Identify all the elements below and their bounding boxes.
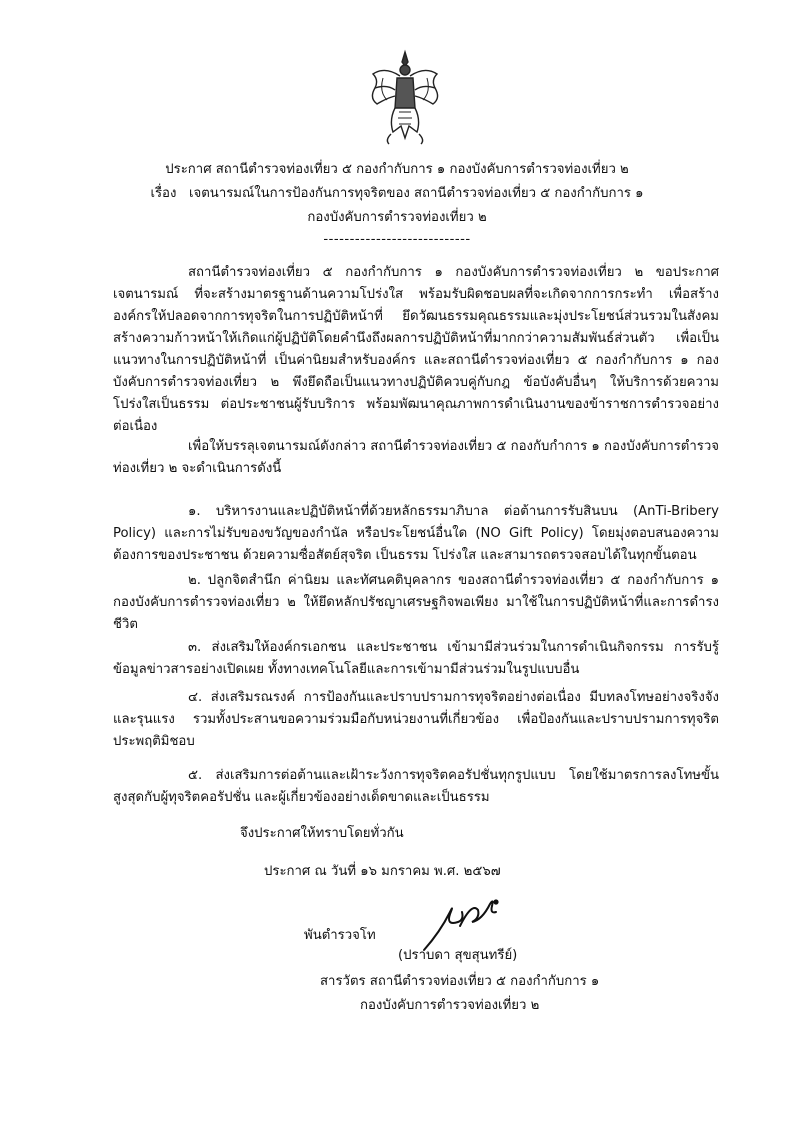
subject-text: เจตนารมณ์ในการป้องกันการทุจริตของ สถานีตำรวจท่องเที่ยว ๕ กองกำกับการ ๑ [189, 186, 644, 201]
announcement-date: ประกาศ ณ วันที่ ๑๖ มกราคม พ.ศ. ๒๕๖๗ [264, 864, 501, 879]
policy-item-3: ๓. ส่งเสริมให้องค์กรเอกชน และประชาชน เข้ามามีส่วนร่วมในการดำเนินกิจกรรม การรับรู้ข้อมูลข่าวสารอย่างเปิดเผย ทั้งทางเทคโนโลยีและการเข้ามามีส่วนร่วมในรูปแบบอื่น [113, 640, 719, 677]
handwritten-signature-icon [420, 892, 500, 954]
subject-continuation: กองบังคับการตำรวจท่องเที่ยว ๒ [307, 210, 487, 225]
signer-name: (ปราบดา สุขสุนทรีย์) [398, 948, 518, 963]
header-divider: ---------------------------- [323, 232, 471, 247]
policy-item-1: ๑. บริหารงานและปฏิบัติหน้าที่ด้วยหลักธรรมาภิบาล ต่อต้านการรับสินบน (AnTi-Bribery Policy) และการไม่รับของขวัญของกำนัล หรือประโยชน์อื่นใด (NO Gift Policy) โดยมุ่งตอบสนองความต้องการของประชาชน ด้วยความซื่อสัตย์สุจริต เป็นธรรม โปร่งใส และสามารถตรวจสอบได้ในทุกขั้นตอน [113, 504, 719, 563]
subject-label: เรื่อง [150, 186, 177, 201]
policy-item-2: ๒. ปลูกจิตสำนึก ค่านิยม และทัศนคติบุคลากร ของสถานีตำรวจท่องเที่ยว ๕ กองกำกับการ ๑ กองบังคับการตำรวจท่องเที่ยว ๒ ให้ยึดหลักปรัชญาเศรษฐกิจพอเพียง มาใช้ในการปฏิบัติหน้าที่และการดำรงชีวิต [113, 573, 719, 632]
intro-paragraph: สถานีตำรวจท่องเที่ยว ๕ กองกำกับการ ๑ กองบังคับการตำรวจท่องเที่ยว ๒ ขอประกาศเจตนารมณ์ ที่จะสร้างมาตรฐานด้านความโปร่งใส พร้อมรับผิดชอบผลที่จะเกิดจากการกระทำ เพื่อสร้างองค์กรให้ปลอดจากการทุจริตในการปฏิบัติหน้าที่ ยึดวัฒนธรรมคุณธรรมและมุ่งประโยชน์ส่วนรวมในสังคม สร้างความก้าวหน้าให้เกิดแก่ผู้ปฏิบัติโดยคำนึงถึงผลการปฏิบัติหน้าที่มากกว่าความสัมพันธ์ส่วนตัว เพื่อเป็นแนวทางในการปฏิบัติหน้าที่ เป็นค่านิยมสำหรับองค์กร และสถานีตำรวจท่องเที่ยว ๕ กองกำกับการ ๑ กองบังคับการตำรวจท่องเที่ยว ๒ พึงยึดถือเป็นแนวทางปฏิบัติควบคู่กับกฎ ข้อบังคับอื่นๆ ให้บริการด้วยความโปร่งใสเป็นธรรม ต่อประชาชนผู้รับบริการ พร้อมพัฒนาคุณภาพการดำเนินงานของข้าราชการตำรวจอย่างต่อเนื่อง [113, 265, 719, 434]
signer-rank: พันตำรวจโท [304, 928, 376, 943]
garuda-emblem-icon [365, 48, 445, 148]
announcement-title: ประกาศ สถานีตำรวจท่องเที่ยว ๕ กองกำกับการ ๑ กองบังคับการตำรวจท่องเที่ยว ๒ [165, 162, 629, 177]
closing-notice: จึงประกาศให้ทราบโดยทั่วกัน [240, 826, 404, 841]
signer-position: สารวัตร สถานีตำรวจท่องเที่ยว ๕ กองกำกับการ ๑ [320, 974, 600, 989]
purpose-paragraph: เพื่อให้บรรลุเจตนารมณ์ดังกล่าว สถานีตำรวจท่องเที่ยว ๕ กองกับกำการ ๑ กองบังคับการตำรวจท่องเที่ยว ๒ จะดำเนินการดังนี้ [113, 439, 719, 476]
policy-item-5: ๕. ส่งเสริมการต่อต้านและเฝ้าระวังการทุจริตคอรัปชั่นทุกรูปแบบ โดยใช้มาตรการลงโทษขั้นสูงสุดกับผู้ทุจริตคอรัปชั่น และผู้เกี่ยวข้องอย่างเด็ดขาดและเป็นธรรม [113, 768, 719, 805]
subject-line [0, 184, 794, 204]
policy-item-4: ๔. ส่งเสริมรณรงค์ การป้องกันและปราบปรามการทุจริตอย่างต่อเนื่อง มีบทลงโทษอย่างจริงจังและรุนแรง รวมทั้งประสานขอความร่วมมือกับหน่วยงานที่เกี่ยวข้อง เพื่อป้องกันและปราบปรามการทุจริตประพฤติมิชอบ [113, 690, 719, 749]
signer-department: กองบังคับการตำรวจท่องเที่ยว ๒ [360, 998, 540, 1013]
